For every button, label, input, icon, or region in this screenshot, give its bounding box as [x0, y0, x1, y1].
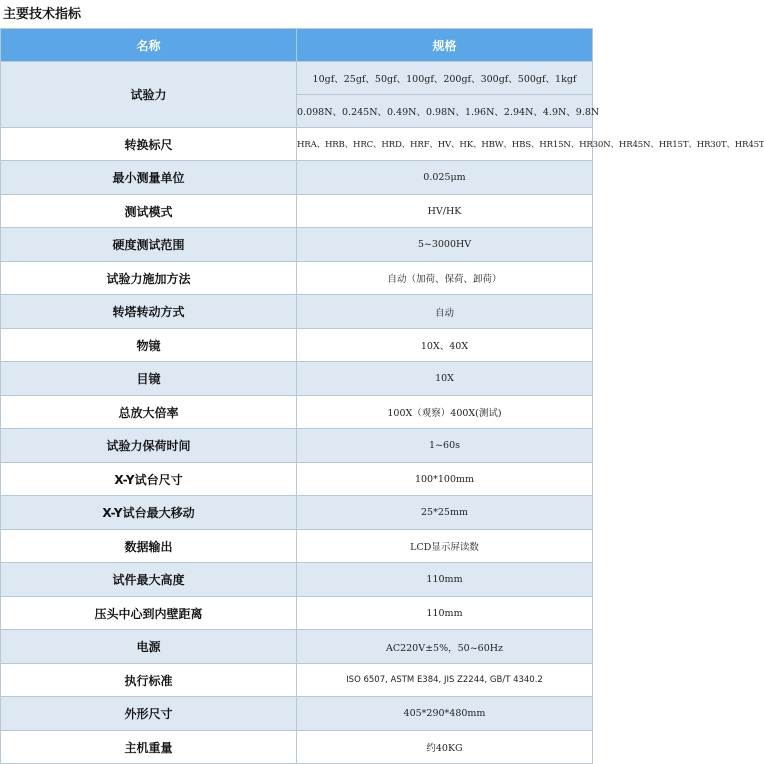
row-name: 硬度测试范围: [1, 228, 297, 262]
row-name-test-force: 试验力: [1, 62, 297, 128]
table-row: [1, 496, 593, 530]
table-row: [1, 731, 593, 764]
table-row: [1, 295, 593, 329]
row-value: 10X: [297, 362, 593, 396]
row-value: HRA、HRB、HRC、HRD、HRF、HV、HK、HBW、HBS、HR15N、HR30N、HR45N、HR15T、HR30T、HR45T: [297, 128, 593, 161]
row-name: 数据输出: [1, 530, 297, 563]
row-name: 试件最大高度: [1, 563, 297, 597]
row-value: 110mm: [297, 563, 593, 597]
row-name: 总放大倍率: [1, 396, 297, 429]
table-row: [1, 161, 593, 195]
row-value: 1~60s: [297, 429, 593, 463]
table-row: [1, 630, 593, 664]
table-row: [1, 262, 593, 295]
page-title: 主要技术指标: [3, 7, 82, 22]
table-row: [1, 530, 593, 563]
row-value: 约40KG: [297, 731, 593, 764]
row-name: 压头中心到内壁距离: [1, 597, 297, 630]
table-row: [1, 62, 593, 95]
row-name: 试验力保荷时间: [1, 429, 297, 463]
table-row: [1, 396, 593, 429]
table-row: [1, 329, 593, 362]
row-value-test-force-gf: 10gf、25gf、50gf、100gf、200gf、300gf、500gf、1kgf: [297, 62, 593, 95]
row-value: 自动: [297, 295, 593, 329]
row-name: 测试模式: [1, 195, 297, 228]
row-name: 试验力施加方法: [1, 262, 297, 295]
row-value: 100*100mm: [297, 463, 593, 496]
table-row: [1, 664, 593, 697]
row-value: 0.025μm: [297, 161, 593, 195]
row-value: HV/HK: [297, 195, 593, 228]
row-name: 转塔转动方式: [1, 295, 297, 329]
table-row: [1, 128, 593, 161]
row-value: 110mm: [297, 597, 593, 630]
table-row: [1, 195, 593, 228]
row-name: 目镜: [1, 362, 297, 396]
header-spec: 规格: [297, 29, 593, 62]
table-row: [1, 597, 593, 630]
spec-table: [0, 28, 764, 764]
row-value: 405*290*480mm: [297, 697, 593, 731]
table-row: [1, 429, 593, 463]
header-name: 名称: [1, 29, 297, 62]
table-header-row: [1, 29, 593, 62]
row-value: 10X、40X: [297, 329, 593, 362]
row-value: AC220V±5%，50~60Hz: [297, 630, 593, 664]
row-name: X-Y试台尺寸: [1, 463, 297, 496]
row-value: 自动（加荷、保荷、卸荷）: [297, 262, 593, 295]
table-row: [1, 697, 593, 731]
row-value-test-force-n: 0.098N、0.245N、0.49N、0.98N、1.96N、2.94N、4.9N、9.8N: [297, 95, 593, 128]
table-row: [1, 228, 593, 262]
table-row: [1, 362, 593, 396]
row-value: 25*25mm: [297, 496, 593, 530]
table-row: [1, 463, 593, 496]
row-value: LCD显示屏读数: [297, 530, 593, 563]
row-name: 外形尺寸: [1, 697, 297, 731]
row-name: 转换标尺: [1, 128, 297, 161]
row-name: 电源: [1, 630, 297, 664]
table-row: [1, 563, 593, 597]
row-value: ISO 6507, ASTM E384, JIS Z2244, GB/T 4340.2: [297, 664, 593, 697]
row-name: 物镜: [1, 329, 297, 362]
row-value: 100X（观察）400X(测试): [297, 396, 593, 429]
row-name: X-Y试台最大移动: [1, 496, 297, 530]
row-name: 最小测量单位: [1, 161, 297, 195]
row-value: 5~3000HV: [297, 228, 593, 262]
row-name: 主机重量: [1, 731, 297, 764]
row-name: 执行标准: [1, 664, 297, 697]
